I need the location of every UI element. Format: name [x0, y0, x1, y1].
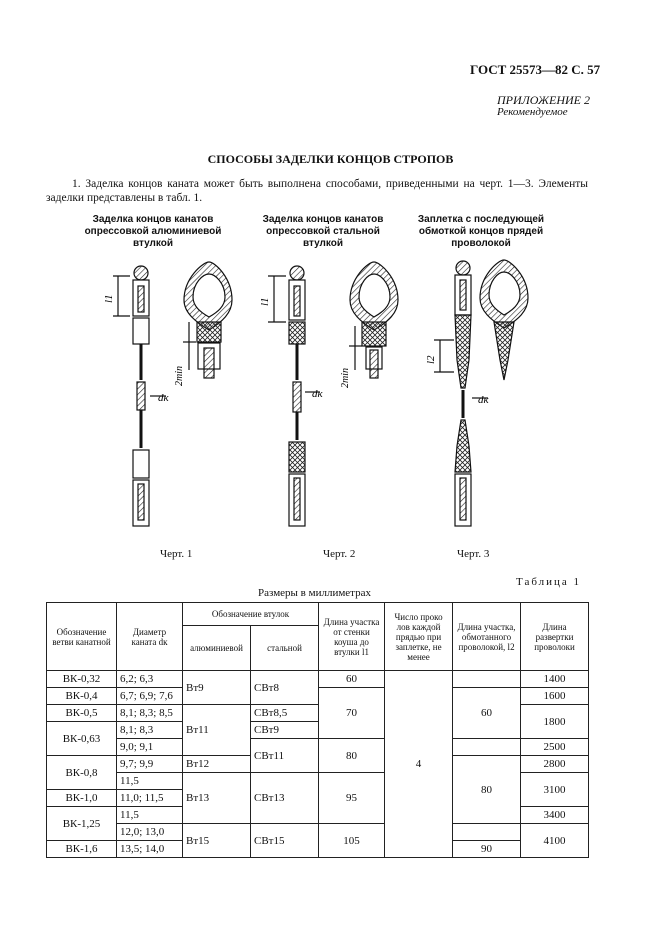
- cell-length: 105: [319, 824, 385, 858]
- header-designation: Обозначение ветви канатной: [47, 603, 117, 671]
- figure-3-label: Черт. 3: [457, 548, 490, 560]
- table-subtitle: Размеры в миллиметрах: [258, 587, 371, 599]
- cell-unfold: 3400: [521, 807, 589, 824]
- cell-aluminium: Вт9: [183, 671, 251, 705]
- cell-wrap-empty: [453, 824, 521, 841]
- cell-designation: ВК-0,63: [47, 722, 117, 756]
- figure-1-caption: Заделка концов канатов опрессовкой алюминиевой втулкой: [84, 214, 222, 249]
- table-label: Таблица 1: [516, 576, 582, 588]
- figure-2-drawing: [268, 262, 398, 526]
- cell-designation: ВК-0,32: [47, 671, 117, 688]
- cell-designation: ВК-1,25: [47, 807, 117, 841]
- cell-length: 80: [319, 739, 385, 773]
- cell-unfold: 2800: [521, 756, 589, 773]
- cell-steel: СВт8,5: [251, 705, 319, 722]
- table-row: [47, 671, 589, 688]
- cell-unfold: 3100: [521, 773, 589, 807]
- figure-3-caption: Заплетка с последующей обмоткой концов прядей проволокой: [417, 214, 545, 249]
- cell-diameter: 9,7; 9,9: [117, 756, 183, 773]
- document-code: ГОСТ 25573—82 С. 57: [470, 62, 601, 77]
- cell-steel: СВт13: [251, 773, 319, 824]
- cell-unfold: 2500: [521, 739, 589, 756]
- figure-1-min-label: 2min: [174, 366, 185, 386]
- cell-designation: ВК-1,0: [47, 790, 117, 807]
- cell-wrap-empty: [453, 739, 521, 756]
- table-row: [47, 824, 589, 841]
- cell-diameter: 6,7; 6,9; 7,6: [117, 688, 183, 705]
- cell-diameter: 13,5; 14,0: [117, 841, 183, 858]
- figure-2-min-label: 2min: [340, 368, 351, 388]
- figure-1-l-label: l1: [103, 294, 115, 303]
- cell-wrap: 60: [453, 688, 521, 739]
- cell-designation: ВК-0,5: [47, 705, 117, 722]
- cell-length: 95: [319, 773, 385, 824]
- cell-diameter: 6,2; 6,3: [117, 671, 183, 688]
- cell-aluminium: Вт12: [183, 756, 251, 773]
- cell-unfold: 4100: [521, 824, 589, 858]
- figure-2-d-label: dк: [312, 388, 323, 400]
- cell-diameter: 11,5: [117, 807, 183, 824]
- sling-spec-table: [46, 602, 589, 858]
- cell-wrap: 80: [453, 756, 521, 824]
- figure-3-d-label: dк: [478, 394, 489, 406]
- cell-designation: ВК-0,4: [47, 688, 117, 705]
- figure-3-l-label: l2: [425, 355, 437, 364]
- cell-diameter: 12,0; 13,0: [117, 824, 183, 841]
- table-row: [47, 739, 589, 756]
- header-punctures: Число проко лов каждой прядью при заплетке, не менее: [385, 603, 453, 671]
- cell-length: 70: [319, 688, 385, 739]
- figure-2-caption: Заделка концов канатов опрессовкой стальной втулкой: [262, 214, 384, 249]
- cell-designation: ВК-0,8: [47, 756, 117, 790]
- figure-1-d-label: dк: [158, 392, 169, 404]
- header-aluminium: алюминиевой: [183, 626, 251, 671]
- cell-length: 60: [319, 671, 385, 688]
- cell-steel: СВт15: [251, 824, 319, 858]
- figure-2-label: Черт. 2: [323, 548, 356, 560]
- figure-1-label: Черт. 1: [160, 548, 193, 560]
- cell-diameter: 8,1; 8,3: [117, 722, 183, 739]
- cell-unfold: 1400: [521, 671, 589, 688]
- cell-diameter: 9,0; 9,1: [117, 739, 183, 756]
- recommended-label: Рекомендуемое: [497, 106, 568, 118]
- figure-1-drawing: [113, 262, 232, 526]
- appendix-label: ПРИЛОЖЕНИЕ 2: [497, 93, 590, 107]
- cell-wrap: 90: [453, 841, 521, 858]
- section-title: СПОСОБЫ ЗАДЕЛКИ КОНЦОВ СТРОПОВ: [207, 152, 454, 166]
- figure-3-drawing: [434, 260, 528, 526]
- figure-2-l-label: l1: [259, 297, 271, 306]
- header-steel: стальной: [251, 626, 319, 671]
- cell-steel: СВт9: [251, 722, 319, 739]
- header-unfold-length: Длина развертки проволоки: [521, 603, 589, 671]
- cell-punctures: 4: [385, 671, 453, 858]
- cell-unfold: 1600: [521, 688, 589, 705]
- cell-diameter: 11,5: [117, 773, 183, 790]
- intro-paragraph: 1. Заделка концов каната может быть выполнена способами, приведенными на черт. 1—3. Элементы заделки представлены в табл. 1.: [46, 178, 588, 204]
- cell-diameter: 11,0; 11,5: [117, 790, 183, 807]
- header-sleeve-group: Обозначение втулок: [183, 603, 319, 626]
- cell-designation: ВК-1,6: [47, 841, 117, 858]
- header-length: Длина участка от стенки коуша до втулки l1: [319, 603, 385, 671]
- cell-wrap-empty: [453, 671, 521, 688]
- cell-diameter: 8,1; 8,3; 8,5: [117, 705, 183, 722]
- cell-aluminium: Вт13: [183, 773, 251, 824]
- cell-unfold: 1800: [521, 705, 589, 739]
- header-wrap-length: Длина участка, обмотанного проволокой, l2: [453, 603, 521, 671]
- cell-steel: СВт11: [251, 739, 319, 773]
- cell-steel: СВт8: [251, 671, 319, 705]
- cell-aluminium: Вт15: [183, 824, 251, 858]
- cell-aluminium: Вт11: [183, 705, 251, 756]
- header-diameter: Диаметр каната dк: [117, 603, 183, 671]
